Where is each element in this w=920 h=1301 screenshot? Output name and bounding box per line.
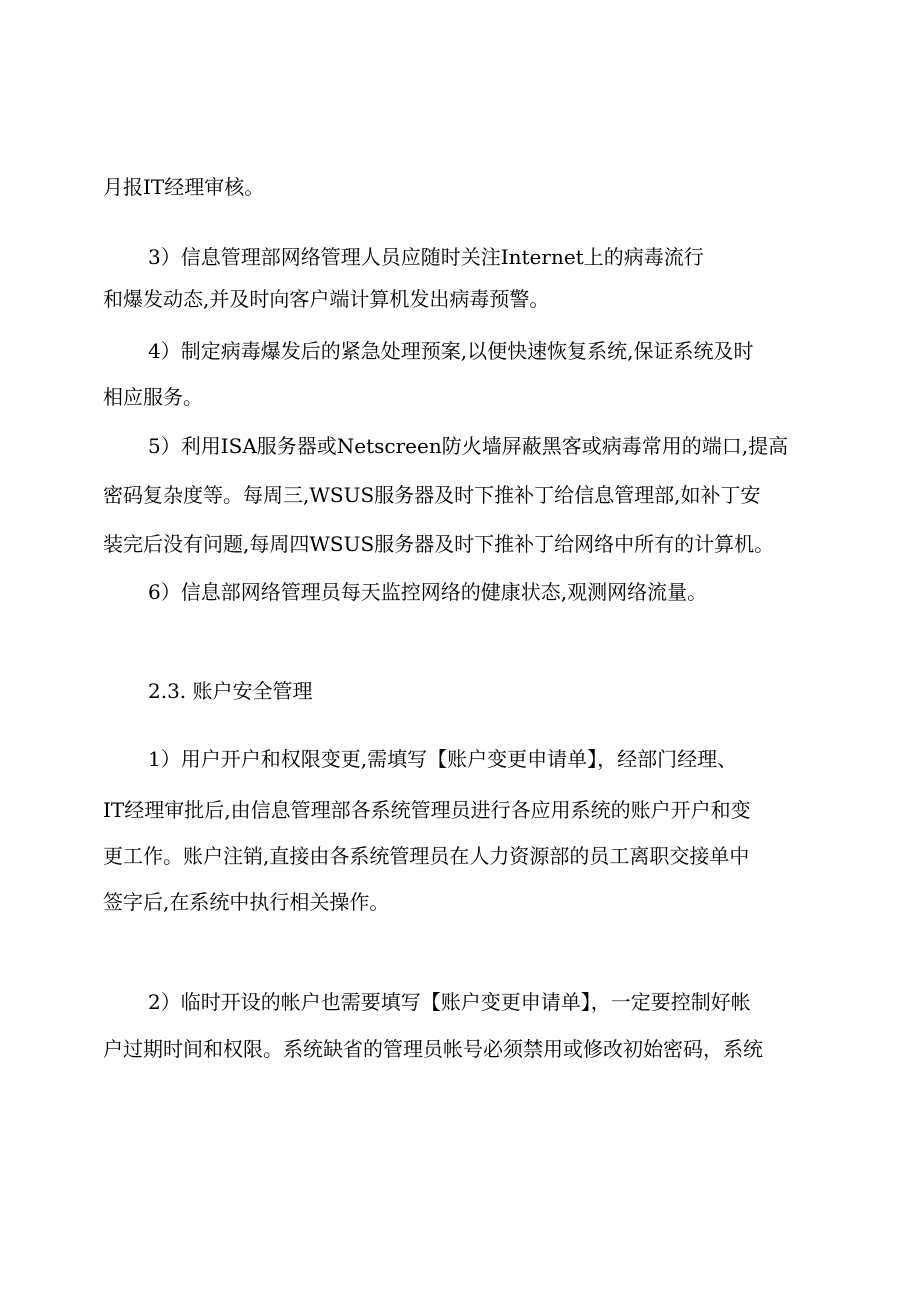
paragraph-line: 月报IT经理审核。	[103, 175, 265, 199]
paragraph-line: 相应服务。	[103, 385, 203, 409]
paragraph-line: 3）信息管理部网络管理人员应随时关注Internet上的病毒流行	[148, 245, 704, 269]
paragraph-line: 更工作。账户注销,直接由各系统管理员在人力资源部的员工离职交接单中	[103, 844, 750, 868]
paragraph-line: 6）信息部网络管理员每天监控网络的健康状态,观测网络流量。	[148, 580, 708, 604]
paragraph-line: 2）临时开设的帐户也需要填写【账户变更申请单】，一定要控制好帐	[148, 990, 751, 1014]
section-heading: 2.3. 账户安全管理	[148, 679, 313, 703]
paragraph-line: 1）用户开户和权限变更,需填写【账户变更申请单】，经部门经理、	[148, 747, 738, 771]
paragraph-line: 5）利用ISA服务器或Netscreen防火墙屏蔽黑客或病毒常用的端口,提高	[148, 434, 789, 458]
paragraph-line: 和爆发动态,并及时向客户端计算机发出病毒预警。	[103, 287, 550, 311]
paragraph-line: 装完后没有问题,每周四WSUS服务器及时下推补丁给网络中所有的计算机。	[103, 532, 775, 556]
paragraph-line: IT经理审批后,由信息管理部各系统管理员进行各应用系统的账户开户和变	[103, 798, 751, 822]
paragraph-line: 户过期时间和权限。系统缺省的管理员帐号必须禁用或修改初始密码，系统	[103, 1037, 763, 1061]
paragraph-line: 4）制定病毒爆发后的紧急处理预案,以便快速恢复系统,保证系统及时	[148, 339, 754, 363]
paragraph-line: 签字后,在系统中执行相关操作。	[103, 890, 390, 914]
paragraph-line: 密码复杂度等。每周三,WSUS服务器及时下推补丁给信息管理部,如补丁安	[103, 483, 761, 507]
